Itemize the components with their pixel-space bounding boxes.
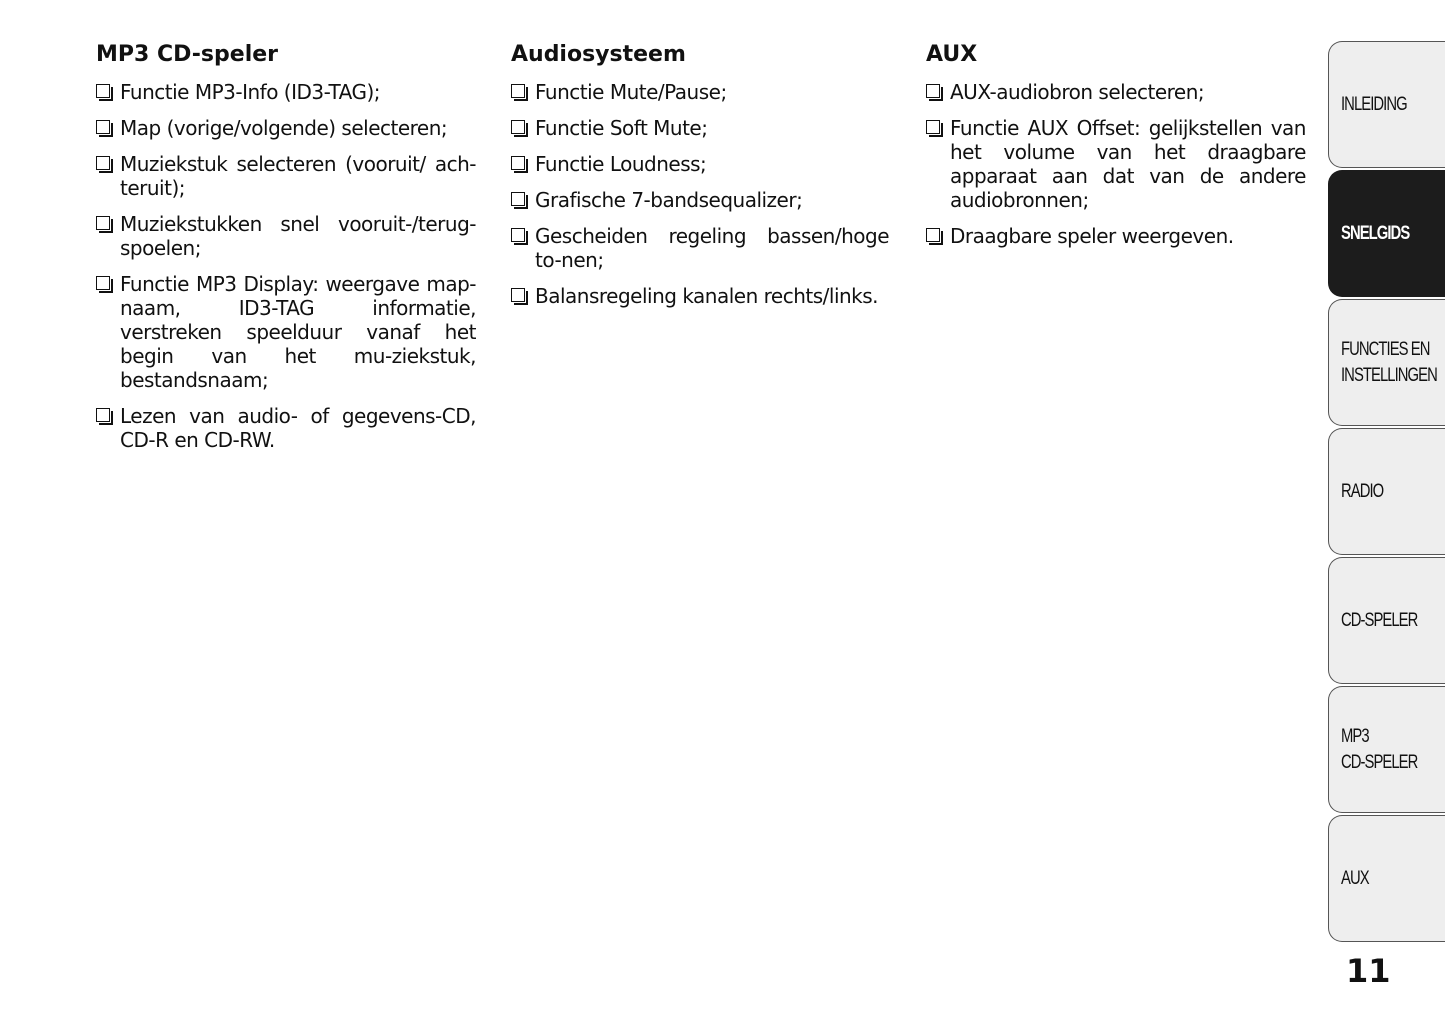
checkbox-bullet-icon: [511, 288, 525, 302]
checkbox-bullet-icon: [511, 228, 525, 242]
tab-functies-en-instellingen[interactable]: FUNCTIES EN INSTELLINGEN: [1328, 299, 1445, 426]
list-item: Functie MP3 Display: weergave map-naam, ID3-TAG informatie, verstreken speelduur vanaf het begin van het mu-ziekstuk, bestandsnaam;: [96, 272, 476, 392]
tab-cd-speler[interactable]: CD-SPELER: [1328, 557, 1445, 684]
checkbox-bullet-icon: [511, 84, 525, 98]
checkbox-bullet-icon: [96, 84, 110, 98]
checkbox-bullet-icon: [511, 120, 525, 134]
list-item: AUX-audiobron selecteren;: [926, 80, 1306, 104]
column-mp3-cd-speler: [96, 40, 476, 464]
list-item: Draagbare speler weergeven.: [926, 224, 1306, 248]
checkbox-bullet-icon: [96, 156, 110, 170]
chapter-tabs: [1328, 41, 1445, 944]
checkbox-bullet-icon: [96, 276, 110, 290]
list-item: Functie Loudness;: [511, 152, 889, 176]
list-item: Functie AUX Offset: gelijkstellen van het volume van het draagbare apparaat aan dat van de andere audiobronnen;: [926, 116, 1306, 212]
section-heading: Audiosysteem: [511, 42, 686, 67]
list-item: Balansregeling kanalen rechts/links.: [511, 284, 889, 308]
checkbox-bullet-icon: [926, 120, 940, 134]
feature-list: [926, 80, 1306, 248]
list-item: Functie Soft Mute;: [511, 116, 889, 140]
tab-aux[interactable]: AUX: [1328, 815, 1445, 942]
checkbox-bullet-icon: [96, 120, 110, 134]
page-number: 11: [1346, 952, 1391, 990]
list-item: Grafische 7-bandsequalizer;: [511, 188, 889, 212]
checkbox-bullet-icon: [96, 408, 110, 422]
list-item: Muziekstuk selecteren (vooruit/ ach-teruit);: [96, 152, 476, 200]
checkbox-bullet-icon: [926, 84, 940, 98]
checkbox-bullet-icon: [511, 192, 525, 206]
list-item: Lezen van audio- of gegevens-CD, CD-R en CD-RW.: [96, 404, 476, 452]
tab-snelgids[interactable]: SNELGIDS: [1328, 170, 1445, 297]
list-item: Functie MP3-Info (ID3-TAG);: [96, 80, 476, 104]
checkbox-bullet-icon: [926, 228, 940, 242]
feature-list: [511, 80, 889, 308]
tab-mp3-cd-speler[interactable]: MP3 CD-SPELER: [1328, 686, 1445, 813]
column-aux: [926, 40, 1306, 260]
list-item: Map (vorige/volgende) selecteren;: [96, 116, 476, 140]
tab-inleiding[interactable]: INLEIDING: [1328, 41, 1445, 168]
list-item: Functie Mute/Pause;: [511, 80, 889, 104]
tab-radio[interactable]: RADIO: [1328, 428, 1445, 555]
list-item: Gescheiden regeling bassen/hoge to-nen;: [511, 224, 889, 272]
section-heading: MP3 CD-speler: [96, 42, 279, 67]
column-audiosysteem: [511, 40, 889, 320]
feature-list: [96, 80, 476, 452]
checkbox-bullet-icon: [96, 216, 110, 230]
checkbox-bullet-icon: [511, 156, 525, 170]
list-item: Muziekstukken snel vooruit-/terug-spoelen;: [96, 212, 476, 260]
section-heading: AUX: [926, 42, 978, 67]
